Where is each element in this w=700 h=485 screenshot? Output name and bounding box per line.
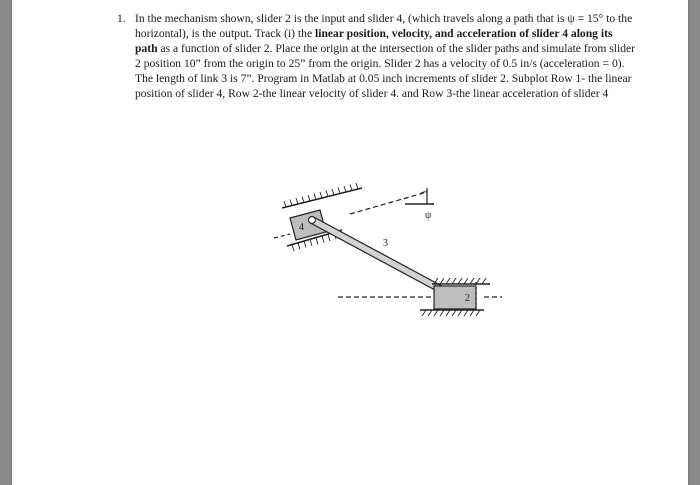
- link-3-label: 3: [383, 238, 388, 249]
- problem-number: 1.: [117, 12, 126, 25]
- angle-reference: [405, 188, 434, 221]
- mechanism-diagram: [262, 180, 512, 330]
- problem-text-part-1: In the mechanism shown, slider 2 is the input and slider 4, (which travels along a path that is ψ = 15° to the horizontal), is the output. Track (i) the: [135, 12, 633, 40]
- lower-ground: [338, 278, 502, 316]
- document-page: [12, 0, 688, 485]
- problem-text-part-2: as a function of slider 2. Place the origin at the intersection of the slider paths and simulate from slider 2 position 10” from the origin to 25” from the origin. Slider 2 has a velocity of 0.5 in/s (acceleration = 0). The length of link 3 is 7”. Program in Matlab at 0.05 inch increments of slider 2. Subplot Row 1- the linear position of slider 4, Row 2-the linear velocity of slider 4. and Row 3-the linear acceleration of slider 4: [135, 41, 636, 100]
- slider-2: [434, 282, 476, 312]
- slider-2-label: 2: [465, 293, 470, 304]
- problem-text-bold: linear position, velocity, and acceleration of slider 4 along its path: [135, 26, 613, 55]
- slider-4-label: 4: [299, 222, 304, 233]
- angle-label: ψ: [425, 210, 432, 221]
- problem-text: [135, 12, 637, 101]
- problem-statement: [117, 12, 637, 101]
